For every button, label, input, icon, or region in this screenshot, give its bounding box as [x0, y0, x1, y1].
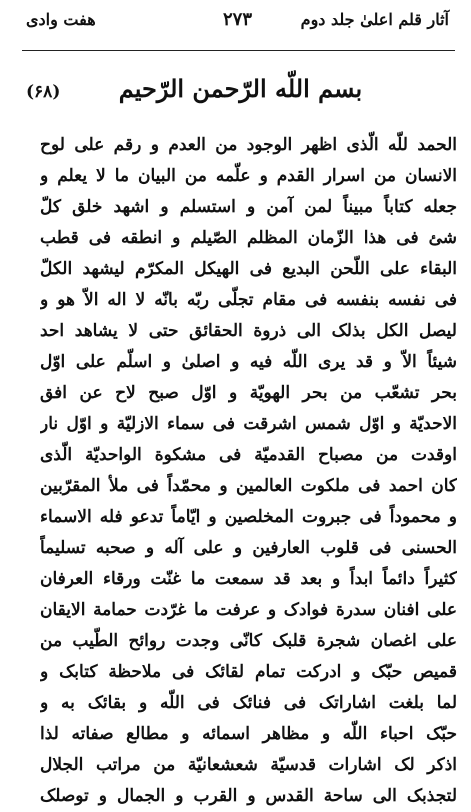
tablet-heading — [26, 62, 455, 118]
running-title: آثار قلم اعلیٰ جلد دوم — [300, 10, 449, 29]
text-line: علی افنان سدرة فوادک و عرفت ما غرّدت حمامة الایقان — [40, 600, 457, 620]
text-line: شیئاً الاّ و قد یری اللّه فیه و اصلیٰ و اسلّم علی اوّل — [40, 352, 457, 372]
text-line: جعله کتاباً مبیناً لمن آمن و استسلم و اشهد خلق کلّ — [40, 197, 457, 217]
text-line: البقاء علی اللّحن البدیع فی الهیکل المکرّم لیشهد الکلّ — [40, 259, 457, 279]
text-line: حبّک احباء اللّه و مظاهر اسمائه و مطالع صفاته لذا — [40, 724, 457, 744]
text-line: الحمد للّه الّذی اظهر الوجود من العدم و رقم علی لوح — [40, 135, 457, 155]
text-line: اذکر لک اشارات قدسیّة شعشعانیّة من مراتب الجلال — [40, 755, 457, 775]
text-line: اوقدت من مصباح القدمیّة فی مشکوة الواحدیّة الّذی — [40, 445, 457, 465]
body-text — [40, 130, 457, 812]
text-line: شئ فی هذا الزّمان المظلم الصّیلم و انطقه فی قطب — [40, 228, 457, 248]
page-header — [26, 4, 449, 38]
text-line: فی نفسه بنفسه فی مقام تجلّی ربّه بانّه لا اله الاّ هو و — [40, 290, 457, 310]
text-line: لیصل الکل بذلک الی ذروة الحقائق حتی لا یشاهد احد — [40, 321, 457, 341]
tablet-number: (۶۸) — [26, 82, 61, 102]
text-line: الاحدیّة و اوّل شمس اشرقت فی سماء الازلیّة و اوّل نار — [40, 414, 457, 434]
text-line: علی اغصان شجرة قلبک کانّی وجدت روائح الطّیب من — [40, 631, 457, 651]
text-line: و محموداً فی جبروت المخلصین و ایّاماً تدعو فله الاسماء — [40, 507, 457, 527]
page-number: ۲۷۳ — [222, 9, 253, 30]
text-line: کان احمد فی ملکوت العالمین و محمّداً فی ملأ المقرّبین — [40, 476, 457, 496]
text-line: لما بلغت اشاراتک فی فنائک فی اللّه و بقائک به و — [40, 693, 457, 713]
text-line: قمیص حبّک و ادرکت تمام لقائک فی ملاحظة کتابک و — [40, 662, 457, 682]
text-line: بحر تشعّب من بحر الهویّة و اوّل صبح لاح عن افق — [40, 383, 457, 403]
text-line: الحسنی فی قلوب العارفین و علی آله و صحبه تسلیماً — [40, 538, 457, 558]
header-divider — [22, 50, 455, 51]
invocation-heading: بسم اللّه الرّحمن الرّحیم — [118, 74, 363, 103]
text-line: کثیراً دائماً ابداً و بعد قد سمعت ما غنّت ورقاء العرفان — [40, 569, 457, 589]
text-line: الانسان من اسرار القدم و علّمه من البیان ما لا یعلم و — [40, 166, 457, 186]
section-title: هفت وادی — [26, 10, 96, 29]
text-line: لتجذبک الی ساحة القدس و القرب و الجمال و توصلک — [40, 786, 457, 806]
